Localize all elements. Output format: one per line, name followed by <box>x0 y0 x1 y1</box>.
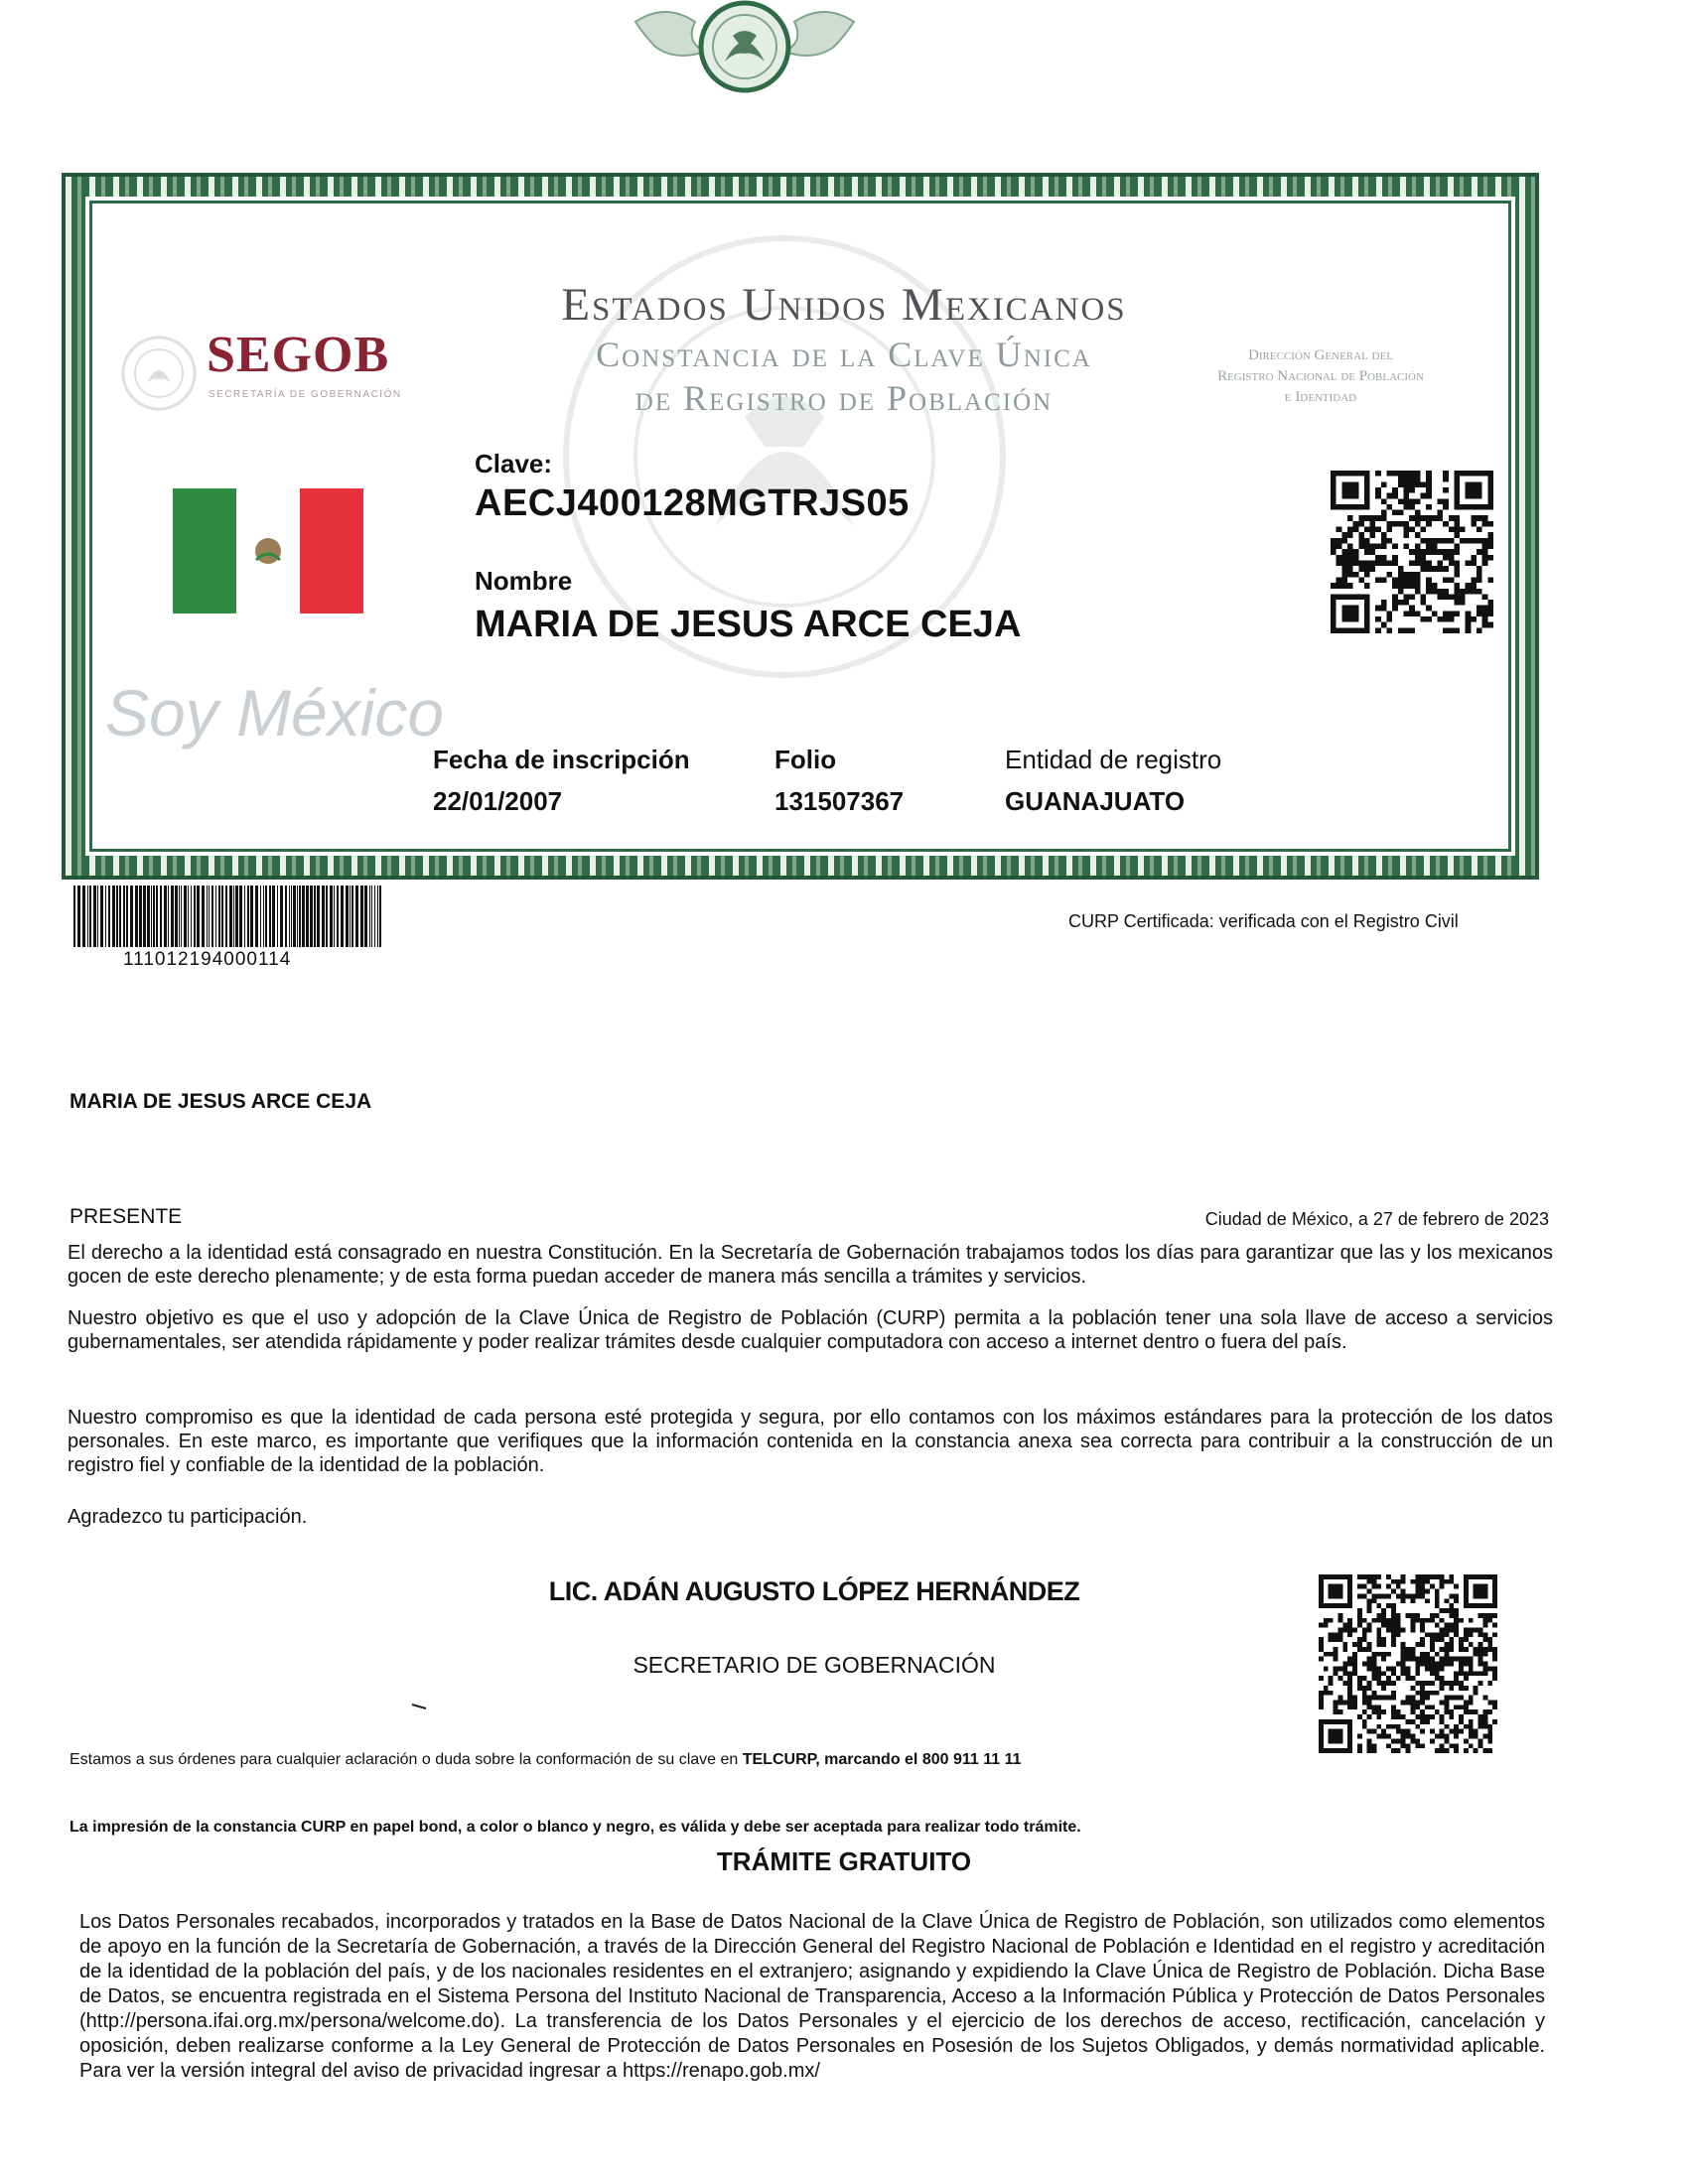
curp-certificada-note: CURP Certificada: verificada con el Registro Civil <box>1068 911 1459 931</box>
clave-label: Clave: <box>475 449 553 478</box>
soy-mexico-slogan: Soy México <box>105 676 445 750</box>
signer-name: LIC. ADÁN AUGUSTO LÓPEZ HERNÁNDEZ <box>548 1576 1080 1606</box>
free-procedure-notice: TRÁMITE GRATUITO <box>716 1846 972 1876</box>
dgr-line: e Identidad <box>1284 389 1357 405</box>
document-title-line-1: Constancia de la Clave Única <box>596 335 1092 374</box>
contact-line <box>70 1751 1022 1769</box>
contact-telcurp: TELCURP, marcando el 800 911 11 11 <box>742 1751 1022 1768</box>
privacy-notice: Los Datos Personales recabados, incorporados y tratados en la Base de Datos Nacional de la Clave Única de Registro de Población, son utilizados como elementos de apoyo en la función de la Secretaría de Gobernación, a través de la Dirección General del Registro Nacional de Población e Identidad en el registro y acreditación de la identidad de la población del país, y de los nacionales residentes en el extranjero; asignando y expidiendo la Clave Única de Registro de Población. Dicha Base de Datos, se encuentra registrada en el Sistema Persona del Instituto Nacional de Transparencia, Acceso a la Información Pública y Protección de Datos Personales (http://persona.ifai.org.mx/persona/welcome.do). La transferencia de los Datos Personales y el ejercicio de los derechos de acceso, rectificación, cancelación y oposición, deben realizarse conforme a la Ley General de Protección de Datos Personales en Posesión de los Sujetos Obligados, y demás normatividad aplicable. Para ver la versión integral del aviso de privacidad ingresar a https://renapo.gob.mx/ <box>79 1911 1545 2082</box>
printing-notice: La impresión de la constancia CURP en papel bond, a color o blanco y negro, es válida y debe ser aceptada para realizar todo trámite. <box>70 1819 1081 1836</box>
barcode-icon <box>73 886 383 947</box>
qr-code-icon <box>1331 471 1493 633</box>
clave-value: AECJ400128MGTRJS05 <box>475 482 910 524</box>
nombre-label: Nombre <box>475 566 573 596</box>
letter-paragraph: El derecho a la identidad está consagrado en nuestra Constitución. En la Secretaría de Gobernación trabajamos todos los días para garantizar que las y los mexicanos gocen de este derecho plenamente; y de esta forma puedan acceder de manera más sencilla a trámites y servicios. <box>68 1242 1553 1288</box>
pen-mark-icon <box>411 1704 427 1709</box>
contact-text: Estamos a sus órdenes para cualquier aclaración o duda sobre la conformación de su clave en <box>70 1751 743 1768</box>
barcode-number: 111012194000114 <box>123 949 292 970</box>
segob-seal-icon <box>119 334 199 413</box>
dgr-line: Registro Nacional de Población <box>1217 368 1424 384</box>
letter-place-date: Ciudad de México, a 27 de febrero de 2023 <box>1204 1209 1549 1229</box>
letter-paragraph: Nuestro objetivo es que el uso y adopción de la Clave Única de Registro de Población (CURP) permita a la población tener una sola llave de acceso a servicios gubernamentales, ser atendida rápidamente y poder realizar trámites desde cualquier computadora con acceso a internet dentro o fuera del país. <box>68 1307 1553 1353</box>
entidad-registro-value: GUANAJUATO <box>1005 786 1186 816</box>
entidad-registro-label: Entidad de registro <box>1005 745 1222 774</box>
segob-logo: SEGOB <box>207 327 390 383</box>
letter-paragraph: Nuestro compromiso es que la identidad de cada persona esté protegida y segura, por ello contamos con los máximos estándares para la protección de los datos personales. En este marco, es importante que verifiques que la información contenida en la constancia anexa sea correcta para contribuir a la construcción de un registro fiel y confiable de la identidad de la población. <box>68 1407 1553 1476</box>
signer-title: SECRETARIO DE GOBERNACIÓN <box>633 1652 996 1678</box>
fecha-inscripcion-label: Fecha de inscripción <box>433 745 690 774</box>
dgr-institution <box>1162 345 1479 408</box>
letter-addressee: MARIA DE JESUS ARCE CEJA <box>70 1090 372 1113</box>
nombre-value: MARIA DE JESUS ARCE CEJA <box>475 604 1022 645</box>
segob-subtitle: SECRETARÍA DE GOBERNACIÓN <box>209 389 402 400</box>
dgr-line: Dirección General del <box>1248 347 1393 363</box>
mexican-flag-icon <box>173 488 363 614</box>
folio-label: Folio <box>774 745 837 774</box>
fecha-inscripcion-value: 22/01/2007 <box>433 786 563 816</box>
country-title: Estados Unidos Mexicanos <box>561 279 1127 331</box>
folio-value: 131507367 <box>774 786 905 816</box>
signature-qr-code-icon <box>1319 1574 1497 1753</box>
letter-presente: PRESENTE <box>70 1205 183 1228</box>
document-title-line-2: de Registro de Población <box>634 378 1054 418</box>
national-emblem-icon <box>626 0 864 101</box>
letter-closing: Agradezco tu participación. <box>68 1506 308 1528</box>
